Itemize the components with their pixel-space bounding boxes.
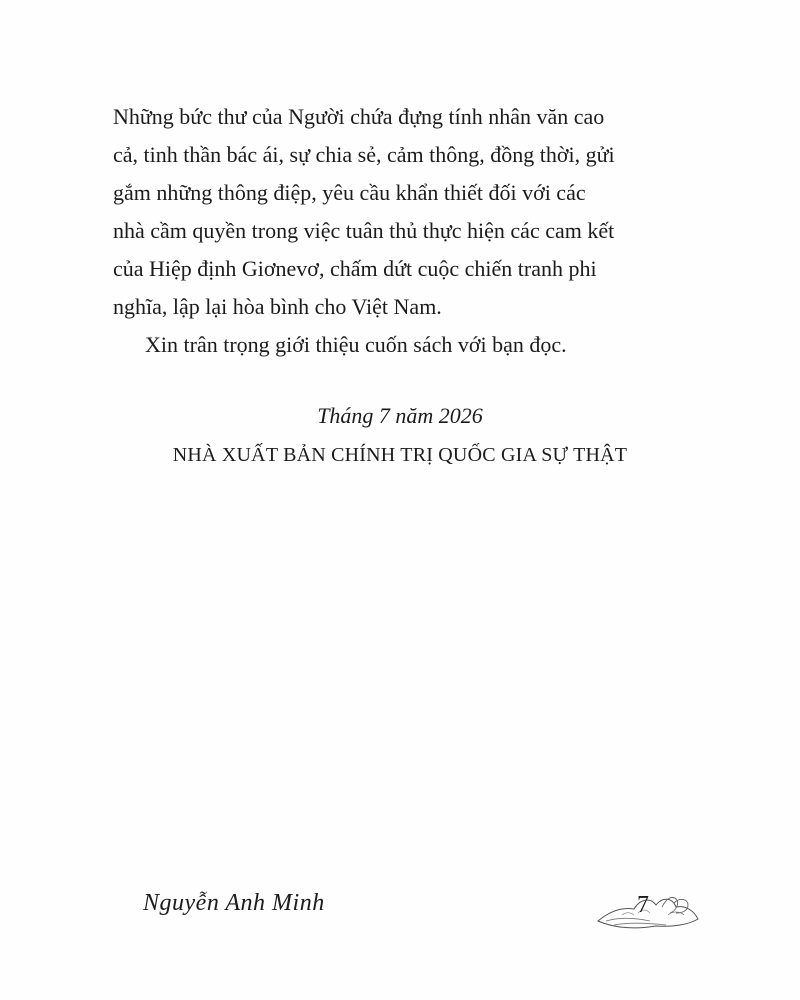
closing-publisher: NHÀ XUẤT BẢN CHÍNH TRỊ QUỐC GIA SỰ THẬT <box>172 444 628 466</box>
paragraph-1-line: của Hiệp định Giơnevơ, chấm dứt cuộc chiến tranh phi <box>113 256 597 281</box>
paragraph-1-line: nghĩa, lập lại hòa bình cho Việt Nam. <box>113 294 442 319</box>
paragraph-1 <box>113 98 693 326</box>
paragraph-1-line: gắm những thông điệp, yêu cầu khẩn thiết đối với các <box>113 180 586 205</box>
page-number: 7 <box>637 892 649 918</box>
body-text <box>113 98 693 364</box>
paragraph-2: Xin trân trọng giới thiệu cuốn sách với bạn đọc. <box>145 332 567 357</box>
closing-date: Tháng 7 năm 2026 <box>317 403 483 428</box>
paragraph-1-line: Những bức thư của Người chứa đựng tính nhân văn cao <box>113 104 605 129</box>
paragraph-1-line: nhà cầm quyền trong việc tuân thủ thực hiện các cam kết <box>113 218 615 243</box>
footer-author: Nguyễn Anh Minh <box>143 890 325 916</box>
paragraph-1-line: cả, tinh thần bác ái, sự chia sẻ, cảm thông, đồng thời, gửi <box>113 142 615 167</box>
